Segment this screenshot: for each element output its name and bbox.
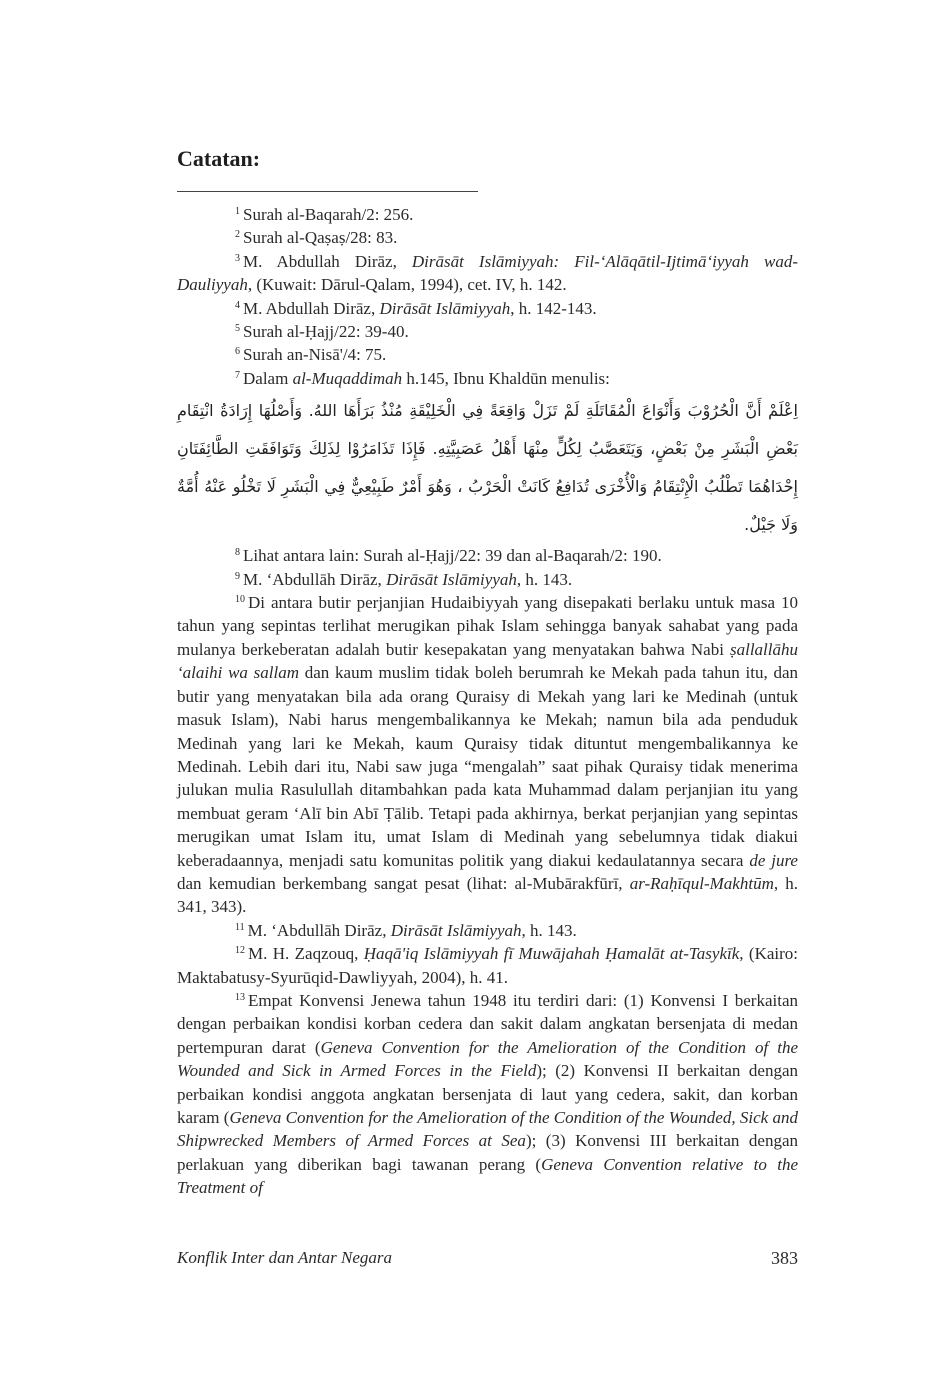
footnote [177,203,798,226]
page-number: 383 [771,1248,798,1268]
footnote [177,226,798,249]
footnote [177,320,798,343]
footnote [177,568,798,591]
running-title: Konflik Inter dan Antar Negara [177,1248,393,1267]
note-text: Surah an-Nisā'/4: 75. [243,345,387,365]
note-text: M. H. Zaqzouq, [248,944,364,964]
note-text: , h. 143. [516,569,573,589]
footnote-number: 11 [235,921,245,933]
book-title: al-Muqaddimah [292,368,403,388]
footnote [177,942,798,989]
book-title: Dirāsāt Islāmiyyah [379,298,511,318]
note-text: ); (3) Konvensi III berkaitan dengan perlakuan yang diberikan bagi tawanan perang ( [177,1131,799,1174]
footnote [177,343,798,366]
footnote-number: 8 [235,547,240,559]
note-text: , h. 143. [521,920,577,940]
footnote-number: 4 [235,299,240,311]
footnote [177,297,798,320]
note-text: M. Abdullah Dirāz, [243,251,412,271]
note-text: , (Kairo: Maktabatusy-Syurūqid-Dawliyyah, 2004), h. 41. [177,944,798,987]
arabic-quotation: اِعْلَمْ أَنَّ الْحُرُوْبَ وَأَنْوَاعَ الْمُقَاتَلَةِ لَمْ تَزَلْ وَاقِعَةً فِي الْخَلِيْقَةِ مُنْذُ بَرَأَهَا اللهُ. وَأَصْلُهَا إِرَادَةُ انْتِقَامِ بَعْضِ الْبَشَرِ مِنْ بَعْضٍ، وَيَتَعَصَّبُ لِكُلٍّ مِنْهَا أَهْلُ عَصَبِيَّتِهِ. فَإِذَا تَذَامَرُوْا لِذَلِكَ وَتَوَافَقَتِ الطَّائِفَتَانِ إِحْدَاهُمَا تَطْلُبُ الْإِنْتِقَامُ وَالْأُخْرَى تُدَافِعُ كَانَتْ الْحَرْبُ ، وَهُوَ أَمْرٌ طَبِيْعِيٌّ فِي الْبَشَرِ لَا تَخْلُو عَنْهُ أُمَّةٌ وَلَا جَيْلٌ. [177,401,798,535]
note-text: dan kemudian berkembang sangat pesat (lihat: al-Mubārakfūrī, [177,873,630,893]
note-text: Dalam [243,368,293,388]
italic-term: Geneva Convention for the Amelioration of the Condition of the Wounded and Sick in Armed Forces in the Field [177,1037,799,1081]
note-text: , h. 142-143. [510,298,597,318]
footnote-number: 3 [235,252,240,264]
page-footer [177,1248,798,1270]
footnote [177,591,798,919]
footnote [177,919,798,942]
footnote-number: 10 [235,594,245,606]
note-text: ); (2) Konvensi II berkaitan dengan perbaikan kondisi anggota angkatan bersenjata di laut yang cedera, sakit, dan korban karam ( [177,1061,798,1127]
note-text: Lihat antara lain: Surah al-Ḥajj/22: 39 dan al-Baqarah/2: 190. [243,546,662,566]
book-title: Dirāsāt Islāmiyyah: Fil-‘Alāqātil-Ijtimā‘iyyah wad-Dauliyyah [177,251,798,295]
footnotes-list [177,203,798,1200]
book-title: Dirāsāt Islāmiyyah [390,920,522,940]
note-text: Surah al-Qaṣaṣ/28: 83. [243,228,398,248]
book-title: Dirāsāt Islāmiyyah [386,569,517,589]
note-text: h.145, Ibnu Khaldūn menulis: [402,368,610,388]
footnote [177,250,798,297]
footnote-number: 13 [235,991,245,1003]
note-text: M. ‘Abdullāh Dirāz, [247,920,391,940]
footnote-separator [177,191,478,192]
italic-term: ṣallallāhu ‘alaihi wa sallam [177,639,798,683]
footnote-number: 7 [235,369,240,381]
note-text: , h. 341, 343). [177,873,799,917]
footnote [177,367,798,390]
note-text: Surah al-Ḥajj/22: 39-40. [243,322,409,342]
footnote [177,544,798,567]
book-title: Ḥaqā'iq Islāmiyyah fī Muwājahah Ḥamalāt at-Tasykīk [363,944,740,964]
note-text: , (Kuwait: Dārul-Qalam, 1994), cet. IV, h. 142. [247,275,567,295]
note-text: dan kaum muslim tidak boleh berumrah ke Mekah pada tahun itu, dan butir yang menyatakan bila ada orang Quraisy di Mekah yang lari ke Medinah (untuk masuk Islam), Nabi harus mengembalikannya ke Mekah; namun bila ada penduduk Medinah yang lari ke Mekah, kaum Quraisy tidak dituntut mengembalikannya ke Medinah. Lebih dari itu, Nabi saw juga “mengalah” saat pihak Quraisy tidak menerima julukan mulia Rasulullah ditambahkan pada kata Muhammad dalam perjanjian itu yang membuat geram ‘Alī bin Abī Ṭālib. Tetapi pada akhirnya, berkat perjanjian yang sepintas merugikan umat Islam itu, umat Islam di Medinah yang sebelumnya tidak diakui keberadaannya, menjadi satu komunitas politik yang diakui kedaulatannya secara [177,663,798,870]
note-text: M. Abdullah Dirāz, [243,298,380,318]
footnote-number: 2 [235,229,240,241]
footnote-number: 6 [235,346,240,358]
note-text: Surah al-Baqarah/2: 256. [243,205,414,224]
note-text: M. ‘Abdullāh Dirāz, [243,569,387,589]
italic-term: de jure [749,850,798,870]
footnote-number: 12 [235,945,245,957]
footnote-number: 1 [235,206,240,217]
section-heading: Catatan: [177,146,261,171]
book-title: ar-Raḥīqul-Makhtūm [629,873,774,893]
note-text: Empat Konvensi Jenewa tahun 1948 itu terdiri dari: (1) Konvensi I berkaitan dengan perbaikan kondisi korban cedera dan sakit dalam angkatan bersenjata di medan pertempuran darat ( [177,990,798,1057]
note-text: Di antara butir perjanjian Hudaibiyyah yang disepakati berlaku untuk masa 10 tahun yang sepintas terlihat merugikan pihak Islam sehingga banyak sahabat yang pada mulanya berkeberatan adalah butir kesepakatan yang menyatakan bahwa Nabi [177,593,798,659]
italic-term: Geneva Convention for the Amelioration of the Condition of the Wounded, Sick and Shipwrecked Members of Armed Forces at Sea [177,1108,798,1151]
footnote-number: 5 [235,323,240,335]
footnote [177,989,798,1200]
footnote-number: 9 [235,570,240,582]
italic-term: Geneva Convention relative to the Treatment of [177,1154,798,1198]
